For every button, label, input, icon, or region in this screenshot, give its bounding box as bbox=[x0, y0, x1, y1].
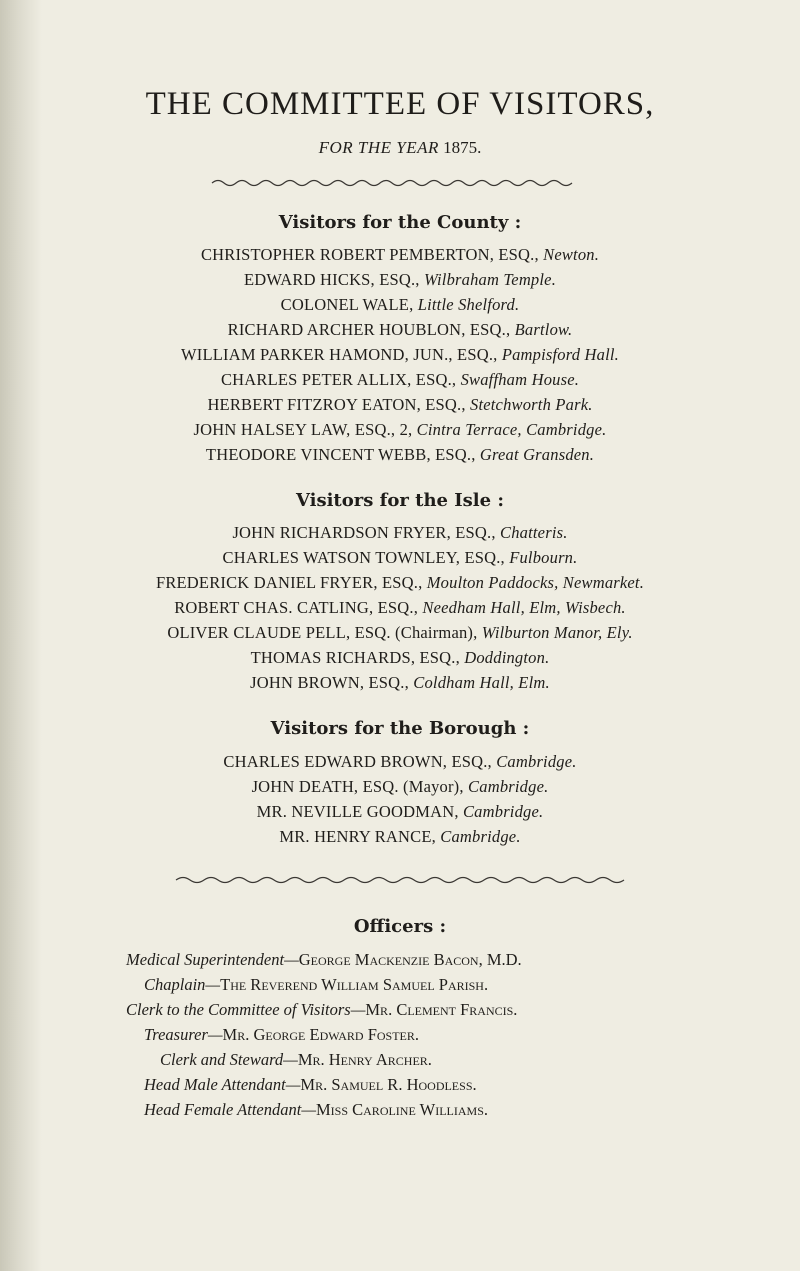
county-entry-8 bbox=[0, 420, 800, 440]
officer-role: Treasurer— bbox=[144, 1025, 223, 1044]
entry-place: Chatteris. bbox=[500, 523, 568, 542]
isle-entry-7 bbox=[0, 673, 800, 693]
officer-person: Mr. George Edward Foster. bbox=[222, 1025, 420, 1044]
entry-name: THOMAS RICHARDS, ESQ., bbox=[250, 648, 460, 667]
officer-role: Medical Superintendent— bbox=[126, 950, 299, 969]
subtitle-prefix: FOR THE YEAR bbox=[318, 138, 439, 157]
entry-place: Fulbourn. bbox=[509, 548, 578, 567]
heading-officers: Officers : bbox=[353, 916, 447, 937]
county-entry-4 bbox=[0, 320, 800, 340]
officer-entry-3 bbox=[126, 1000, 517, 1020]
entry-name: FREDERICK DANIEL FRYER, ESQ., bbox=[155, 573, 423, 592]
entry-place: Swaffham House. bbox=[460, 370, 580, 389]
entry-name: JOHN RICHARDSON FRYER, ESQ., bbox=[232, 523, 496, 542]
entry-place: Cambridge. bbox=[496, 752, 577, 771]
county-entry-9 bbox=[0, 445, 800, 465]
officer-person: Mr. Clement Francis. bbox=[365, 1000, 518, 1019]
heading-county: Visitors for the County : bbox=[278, 212, 522, 233]
isle-entry-6 bbox=[0, 648, 800, 668]
isle-entry-3 bbox=[0, 573, 800, 593]
entry-place: Cambridge. bbox=[468, 777, 549, 796]
officer-person: Mr. Henry Archer. bbox=[297, 1050, 432, 1069]
entry-name: CHARLES WATSON TOWNLEY, ESQ., bbox=[222, 548, 505, 567]
heading-borough: Visitors for the Borough : bbox=[270, 718, 530, 739]
isle-entry-2 bbox=[0, 548, 800, 568]
entry-place: Little Shelford. bbox=[417, 295, 520, 314]
entry-name: HERBERT FITZROY EATON, ESQ., bbox=[207, 395, 466, 414]
subtitle-year: 1875. bbox=[443, 138, 482, 157]
officer-person: The Reverend William Samuel Parish. bbox=[220, 975, 489, 994]
officer-entry-2 bbox=[144, 975, 488, 995]
county-entry-1 bbox=[0, 245, 800, 265]
isle-entry-1 bbox=[0, 523, 800, 543]
entry-place: Wilbraham Temple. bbox=[423, 270, 557, 289]
entry-place: Bartlow. bbox=[514, 320, 573, 339]
entry-name: CHRISTOPHER ROBERT PEMBERTON, ESQ., bbox=[200, 245, 539, 264]
entry-place: Cintra Terrace, Cambridge. bbox=[416, 420, 607, 439]
county-entry-7 bbox=[0, 395, 800, 415]
county-entry-6 bbox=[0, 370, 800, 390]
entry-place: Newton. bbox=[543, 245, 600, 264]
entry-place: Needham Hall, Elm, Wisbech. bbox=[422, 598, 626, 617]
entry-name: RICHARD ARCHER HOUBLON, ESQ., bbox=[227, 320, 511, 339]
entry-name: CHARLES EDWARD BROWN, ESQ., bbox=[223, 752, 492, 771]
borough-entry-1 bbox=[0, 752, 800, 772]
isle-entry-4 bbox=[0, 598, 800, 618]
officer-role: Head Female Attendant— bbox=[144, 1100, 316, 1119]
isle-entry-5 bbox=[0, 623, 800, 643]
entry-name: WILLIAM PARKER HAMOND, JUN., ESQ., bbox=[180, 345, 498, 364]
county-entry-2 bbox=[0, 270, 800, 290]
county-entry-5 bbox=[0, 345, 800, 365]
officer-role: Clerk to the Committee of Visitors— bbox=[126, 1000, 366, 1019]
officer-person: Miss Caroline Williams. bbox=[316, 1100, 488, 1119]
entry-place: Moulton Paddocks, Newmarket. bbox=[426, 573, 645, 592]
officer-person: Mr. Samuel R. Hoodless. bbox=[300, 1075, 477, 1094]
officer-role: Chaplain— bbox=[144, 975, 221, 994]
borough-entry-4 bbox=[0, 827, 800, 847]
county-entry-3 bbox=[0, 295, 800, 315]
entry-name: THEODORE VINCENT WEBB, ESQ., bbox=[205, 445, 476, 464]
officer-entry-7 bbox=[144, 1100, 488, 1120]
entry-place: Cambridge. bbox=[462, 802, 544, 821]
entry-name: JOHN HALSEY LAW, ESQ., 2, bbox=[193, 420, 413, 439]
page-title: THE COMMITTEE OF VISITORS, bbox=[145, 86, 655, 122]
page-subtitle bbox=[0, 138, 800, 158]
officer-role: Clerk and Steward— bbox=[160, 1050, 298, 1069]
entry-place: Pampisford Hall. bbox=[501, 345, 619, 364]
borough-entry-3 bbox=[0, 802, 800, 822]
entry-name: CHARLES PETER ALLIX, ESQ., bbox=[220, 370, 457, 389]
entry-name: COLONEL WALE, bbox=[280, 295, 414, 314]
entry-name: MR. HENRY RANCE, bbox=[279, 827, 436, 846]
entry-name: JOHN DEATH, ESQ. (Mayor), bbox=[251, 777, 464, 796]
entry-name: EDWARD HICKS, ESQ., bbox=[243, 270, 420, 289]
entry-place: Wilburton Manor, Ely. bbox=[481, 623, 633, 642]
entry-place: Coldham Hall, Elm. bbox=[413, 673, 550, 692]
wavy-divider-bottom bbox=[0, 873, 800, 887]
entry-name: OLIVER CLAUDE PELL, ESQ. (Chairman), bbox=[167, 623, 478, 642]
officer-role: Head Male Attendant— bbox=[144, 1075, 301, 1094]
officer-entry-6 bbox=[144, 1075, 477, 1095]
heading-isle: Visitors for the Isle : bbox=[295, 490, 505, 511]
entry-place: Great Gransden. bbox=[479, 445, 595, 464]
officer-person: George Mackenzie Bacon, M.D. bbox=[298, 950, 522, 969]
entry-name: JOHN BROWN, ESQ., bbox=[250, 673, 409, 692]
entry-name: MR. NEVILLE GOODMAN, bbox=[256, 802, 459, 821]
entry-place: Stetchworth Park. bbox=[470, 395, 593, 414]
wavy-divider-top bbox=[0, 176, 800, 190]
entry-name: ROBERT CHAS. CATLING, ESQ., bbox=[174, 598, 419, 617]
borough-entry-2 bbox=[0, 777, 800, 797]
officer-entry-1 bbox=[126, 950, 522, 970]
officer-entry-4 bbox=[144, 1025, 419, 1045]
entry-place: Cambridge. bbox=[440, 827, 521, 846]
officer-entry-5 bbox=[160, 1050, 432, 1070]
entry-place: Doddington. bbox=[464, 648, 550, 667]
